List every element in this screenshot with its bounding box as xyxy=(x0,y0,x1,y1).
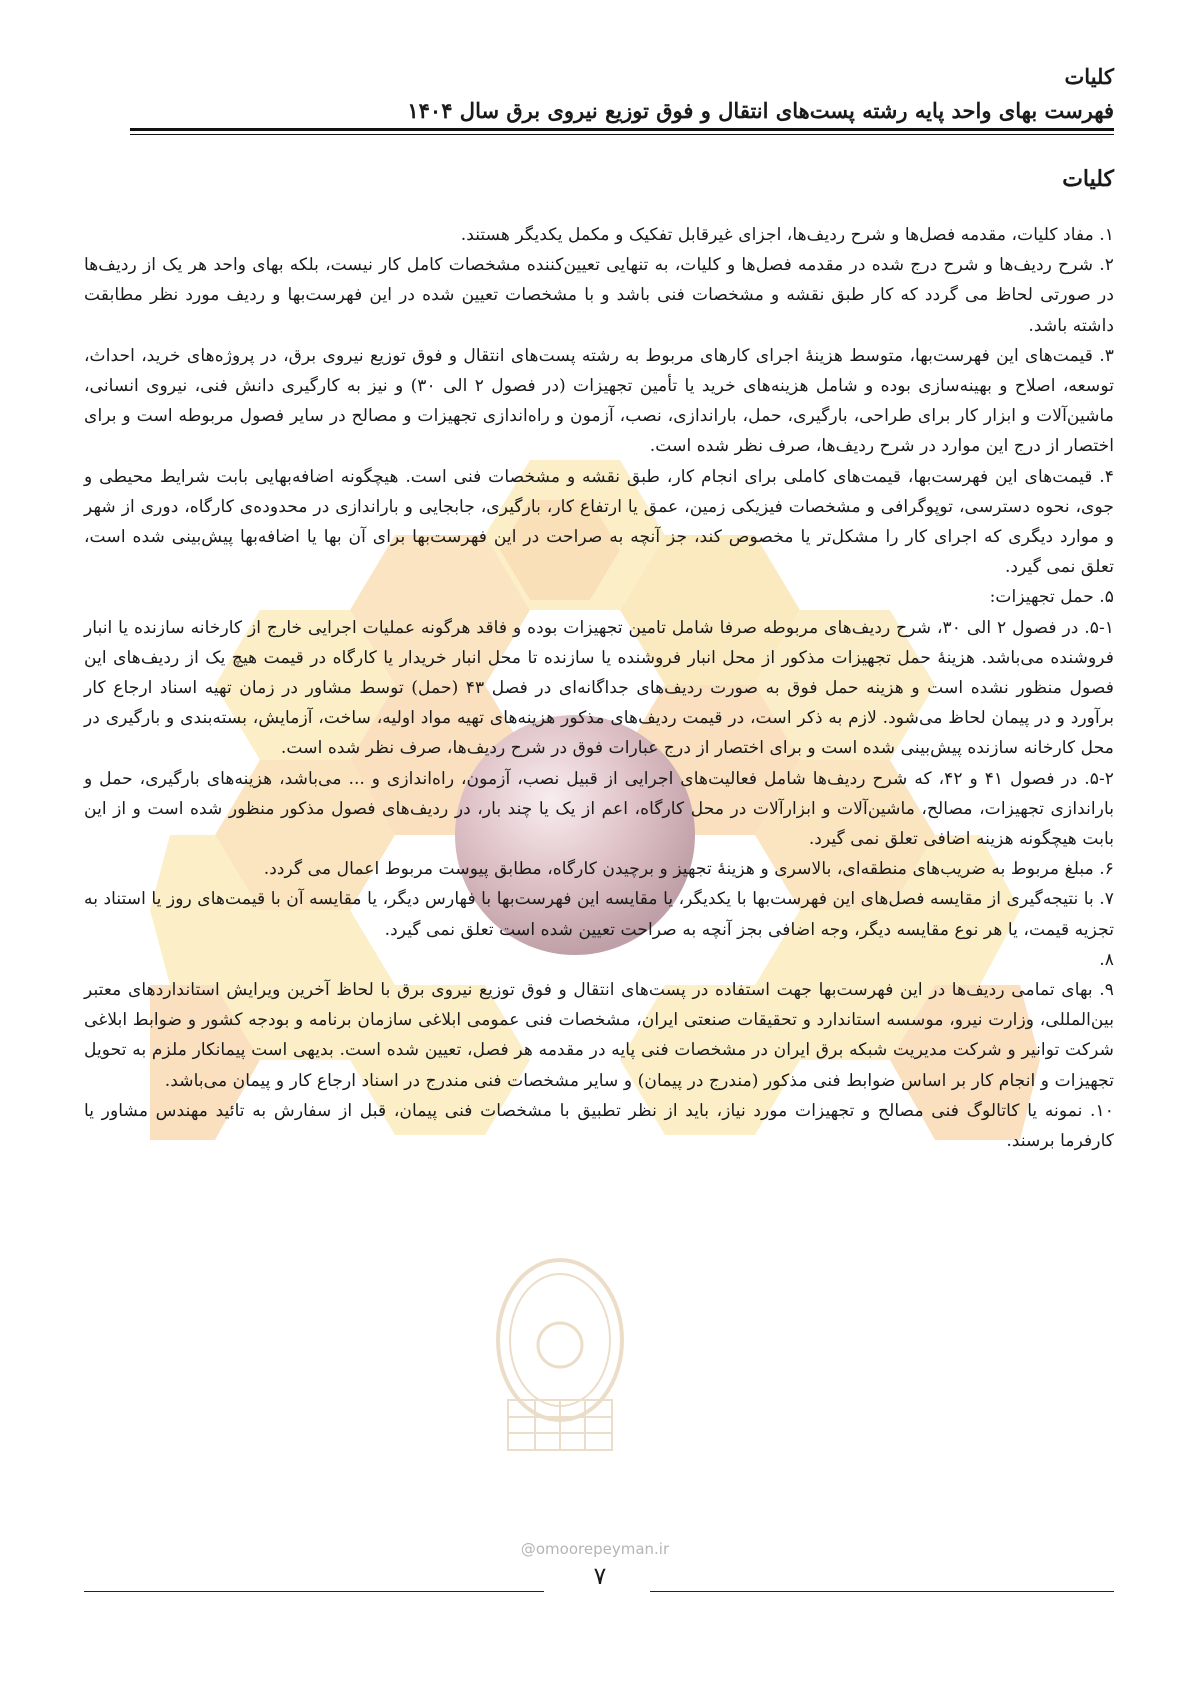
footer-rule-left xyxy=(84,1591,544,1592)
header-title: کلیات xyxy=(1064,64,1114,89)
body-content xyxy=(84,220,1114,1156)
paragraph-1: ۱. مفاد کلیات، مقدمه فصل‌ها و شرح ردیف‌ها، اجزای غیرقابل تفکیک و مکمل یکدیگر هستند. xyxy=(460,225,1114,245)
paragraph-2: ۲. شرح ردیف‌ها و شرح درج شده در مقدمه فصل‌ها و کلیات، به تنهایی تعیین‌کننده مشخصات کامل کار نیست، بلکه بهای واحد هر یک از ردیف‌ها در صورتی لحاظ می گردد که کار طبق نقشه و مشخصات فنی باشد و با مشخصات تعیین شده در این فهرست‌بها و ردیف مورد نظر مطابقت داشته باشد. xyxy=(84,255,1115,336)
paragraph-5-2: ۵-۲. در فصول ۴۱ و ۴۲، که شرح ردیف‌ها شامل فعالیت‌های اجرایی از قبیل نصب، آزمون، راه‌اندازی و ... می‌باشد، هزینه‌های بارگیری، حمل و باراندازی تجهیزات، مصالح، ماشین‌آلات و ابزارآلات در محل کارگاه، اعم از یک یا چند بار، در ردیف‌های فصول مذکور منظور شده است و از این بابت هیچگونه هزینه اضافی تعلق نمی گیرد. xyxy=(84,768,1115,850)
paragraph-9: ۹. بهای تمامی ردیف‌ها در این فهرست‌بها جهت استفاده در پست‌های انتقال و فوق توزیع نیروی برق با لحاظ آخرین ویرایش استانداردهای معتبر بین‌المللی، وزارت نیرو، موسسه استاندارد و تحقیقات صنعتی ایران، مشخصات فنی عمومی ابلاغی سازمان برنامه و بودجه کشور و ضوابط ابلاغی شرکت توانیر و شرکت مدیریت شبکه برق ایران در مشخصات فنی پایه در مقدمه هر فصل، تعیین شده است. بدیهی است پیمانکار ملزم به تحویل تجهیزات و انجام کار بر اساس ضوابط فنی مذکور (مندرج در پیمان) و سایر مشخصات فنی مندرج در اسناد ارجاع کار و پیمان می‌باشد. xyxy=(84,980,1114,1091)
paragraph-8: ۸. xyxy=(1099,949,1114,970)
paragraph-5: ۵. حمل تجهیزات: xyxy=(989,587,1114,608)
paragraph-10: ۱۰. نمونه یا کاتالوگ فنی مصالح و تجهیزات مورد نیاز، باید از نظر تطبیق با مشخصات فنی پیمان، قبل از سفارش به تائید مهندس مشاور یا کارفرما برسند. xyxy=(84,1100,1114,1152)
watermark-seal xyxy=(480,1250,640,1470)
header-rule-thin xyxy=(130,134,1114,135)
paragraph-5-1: ۵-۱. در فصول ۲ الی ۳۰، شرح ردیف‌های مربوطه صرفا شامل تامین تجهیزات بوده و فاقد هرگونه عملیات اجرایی خارج از کارخانه سازنده یا انبار فروشنده می‌باشد. هزینهٔ حمل تجهیزات مذکور از محل انبار فروشنده یا سازنده تا محل انبار خریدار یا کارگاه در قیمت هیچ یک از ردیف‌های این فصول منظور نشده است و هزینه حمل فوق به صورت ردیف‌های جداگانه‌ای در فصل ۴۳ (حمل) توسط مشاور در زمان تهیه اسناد ارجاع کار برآورد و در پیمان لحاظ می‌شود. لازم به ذکر است، در قیمت ردیف‌های مذکور هزینه‌های تهیه مواد اولیه، ساخت، آزمایش، بسته‌بندی و بارگیری در محل کارخانه سازنده پیش‌بینی شده است و برای اختصار از درج عبارات فوق در شرح ردیف‌ها، صرف نظر شده است. xyxy=(84,617,1115,759)
paragraph-4: ۴. قیمت‌های این فهرست‌بها، قیمت‌های کاملی برای انجام کار، طبق نقشه و مشخصات فنی است. هیچگونه اضافه‌بهایی بابت شرایط محیطی و جوی، نحوه دسترسی، توپوگرافی و مشخصات فیزیکی زمین، عمق یا ارتفاع کار، بارگیری، جابجایی و باراندازی در محدوده‌ی کارگاه، دوری از شهر و موارد دیگری که اجرای کار را مشکل‌تر یا مخصوص کند، جز آنچه به صراحت در این فهرست‌بها برای آن بها یا اضافه‌بها پیش‌بینی شده است، تعلق نمی گیرد. xyxy=(84,466,1115,578)
page-header xyxy=(130,60,1114,128)
paragraph-7: ۷. با نتیجه‌گیری از مقایسه فصل‌های این فهرست‌بها با یکدیگر، یا مقایسه این فهرست‌بها با فهارس دیگر، یا مقایسه آن با قیمت‌های روز یا استناد به تجزیه قیمت، یا هر نوع مقایسه دیگر، وجه اضافی بجز آنچه به صراحت تعیین شده است تعلق نمی گیرد. xyxy=(84,889,1114,940)
section-heading: کلیات xyxy=(1062,166,1114,192)
paragraph-6: ۶. مبلغ مربوط به ضریب‌های منطقه‌ای، بالاسری و هزینهٔ تجهیز و برچیدن کارگاه، مطابق پیوست مربوط اعمال می گردد. xyxy=(263,859,1114,880)
page-number: ۷ xyxy=(593,1562,607,1590)
header-subtitle: فهرست بهای واحد پایه رشته پست‌های انتقال و فوق توزیع نیروی برق سال ۱۴۰۴ xyxy=(407,98,1114,123)
paragraph-3: ۳. قیمت‌های این فهرست‌بها، متوسط هزینهٔ اجرای کارهای مربوط به رشته پست‌های انتقال و فوق توزیع نیروی برق، در پروژه‌های خرید، احداث، توسعه، اصلاح و بهینه‌سازی بوده و شامل هزینه‌های خرید یا تأمین تجهیزات (در فصول ۲ الی ۳۰) و نیز به کارگیری دانش فنی، نیروی انسانی، ماشین‌آلات و ابزار کار برای طراحی، بارگیری، حمل، باراندازی، نصب، آزمون و راه‌اندازی تجهیزات و مصالح در سایر فصول مربوطه است و برای اختصار از درج این موارد در شرح ردیف‌ها، صرف نظر شده است. xyxy=(84,345,1114,457)
footer-rule-right xyxy=(650,1591,1114,1592)
header-rule-thick xyxy=(130,128,1114,131)
watermark-url: @omoorepeyman.ir xyxy=(520,1540,670,1558)
